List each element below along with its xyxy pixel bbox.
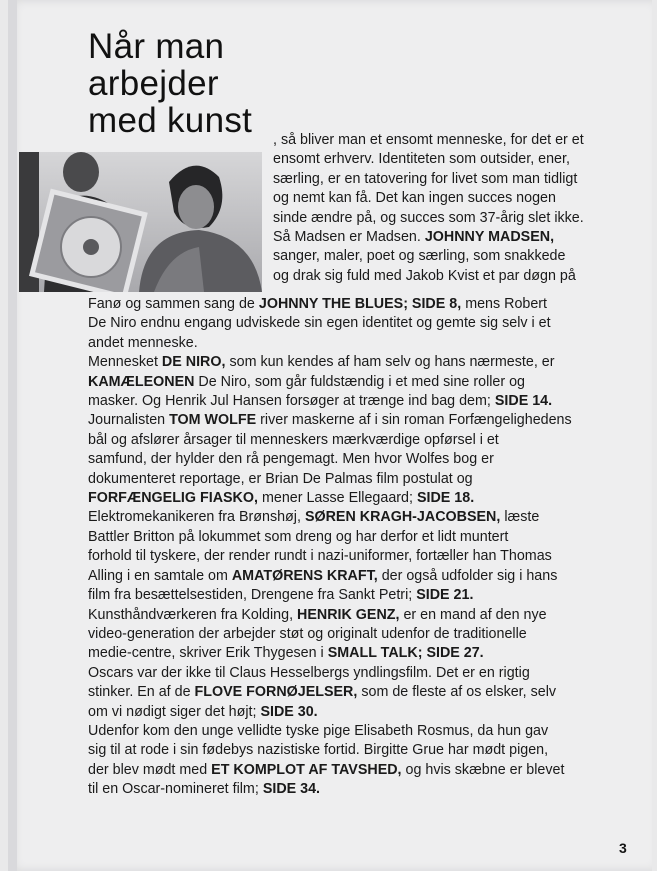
highlight-de-niro: DE NIRO, xyxy=(161,354,226,371)
text-line xyxy=(88,353,572,372)
text-line: særling, er en tatovering for livet som man tidligt xyxy=(273,170,578,187)
headline xyxy=(88,28,252,139)
text-line xyxy=(273,228,584,247)
text-line xyxy=(88,489,572,508)
text-run: Mennesket xyxy=(88,354,158,371)
highlight-henrik-genz: HENRIK GENZ, xyxy=(297,606,400,623)
text-line xyxy=(88,586,572,605)
text-run: mens Robert xyxy=(465,296,548,312)
text-run: som kun kendes af ham selv og hans nærmeste, er xyxy=(229,354,555,371)
highlight-small-talk: SMALL TALK; SIDE 27. xyxy=(327,645,484,662)
text-line: dokumenteret reportage, er Brian De Palmas film postulat og xyxy=(88,470,473,487)
page-number: 3 xyxy=(619,840,627,856)
page-gutter xyxy=(8,0,17,871)
text-run: film fra besættelsestiden, Drengene fra Sankt Petri; xyxy=(88,587,413,604)
text-run: læste xyxy=(504,509,540,526)
text-run: Journalisten xyxy=(88,412,166,429)
text-line: De Niro endnu engang udviskede sin egen identitet og gemte sig selv i et xyxy=(88,315,551,332)
text-run: er en mand af den nye xyxy=(403,606,547,623)
photo-johnny-madsen xyxy=(19,152,262,292)
text-line xyxy=(88,683,572,702)
text-line xyxy=(88,703,572,722)
highlight-tom-wolfe: TOM WOLFE xyxy=(169,412,257,429)
text-line: Oscars var der ikke til Claus Hesselbergs yndlingsfilm. Det er en rigtig xyxy=(88,664,530,681)
text-line: samfund, der hylder den rå pengemagt. Men hvor Wolfes bog er xyxy=(88,451,494,468)
text-run: De Niro, som går fuldstændig i et med sine roller og xyxy=(198,373,526,390)
text-line: Battler Britton på lokummet som dreng og har derfor et lidt muntert xyxy=(88,528,509,545)
text-run: mener Lasse Ellegaard; xyxy=(261,490,413,507)
text-run: og hvis skæbne er blevet xyxy=(405,761,565,778)
text-run: Så Madsen er Madsen. xyxy=(273,229,421,246)
highlight-et-komplot-af-tavshed: ET KOMPLOT AF TAVSHED, xyxy=(211,761,402,778)
text-run: Alling i en samtale om xyxy=(88,567,228,584)
text-run: til en Oscar-nomineret film; xyxy=(88,781,259,798)
text-line: sig til at rode i sin fødebys nazistiske fortid. Birgitte Grue har mødt pigen, xyxy=(88,742,549,759)
text-line: , så bliver man et ensomt menneske, for det er et xyxy=(273,132,584,148)
text-line xyxy=(88,606,572,625)
page-ref-34: SIDE 34. xyxy=(262,781,321,798)
page-ref-30: SIDE 30. xyxy=(260,703,318,720)
text-line: og drak sig fuld med Jakob Kvist et par døgn på xyxy=(273,267,576,284)
intro-text xyxy=(273,131,584,286)
text-line xyxy=(88,373,572,392)
text-line: bål og afslører årsager til menneskers mærkværdige opførsel i et xyxy=(88,431,499,448)
text-run: masker. Og Henrik Jul Hansen forsøger at trænge ind bag dem; xyxy=(88,393,491,410)
text-run: om vi nødigt siger det højt; xyxy=(88,703,257,720)
page-ref-14: SIDE 14. xyxy=(494,393,553,410)
photo-illustration xyxy=(19,152,262,292)
text-line: video-generation der arbejder støt og originalt udenfor de traditionelle xyxy=(88,625,527,642)
headline-line-2: arbejder xyxy=(88,64,219,103)
text-line: og nemt kan få. Det kan ingen succes nogen xyxy=(273,190,556,207)
highlight-flove-fornojelser: FLOVE FORNØJELSER, xyxy=(194,684,358,701)
page-ref-18: SIDE 18. xyxy=(416,490,475,507)
text-line xyxy=(88,567,572,586)
text-run: Kunsthåndværkeren fra Kolding, xyxy=(88,606,294,623)
main-text xyxy=(88,295,572,800)
text-run: der også udfolder sig i hans xyxy=(381,567,558,584)
text-run: medie-centre, skriver Erik Thygesen i xyxy=(88,645,324,662)
text-run: der blev mødt med xyxy=(88,761,208,778)
text-run: Fanø og sammen sang de xyxy=(88,296,255,312)
highlight-soren-kragh-jacobsen: SØREN KRAGH-JACOBSEN, xyxy=(304,509,501,526)
text-run: river maskerne af i sin roman Forfængelighedens xyxy=(260,412,572,429)
text-line: sanger, maler, poet og særling, som snakkede xyxy=(273,248,566,265)
highlight-amatorens-kraft: AMATØRENS KRAFT, xyxy=(231,567,378,584)
text-line xyxy=(88,392,572,411)
highlight-forfaengelig-fiasko: FORFÆNGELIG FIASKO, xyxy=(88,490,258,507)
text-line: andet menneske. xyxy=(88,334,198,351)
headline-line-1: Når man xyxy=(88,27,225,66)
text-run: stinker. En af de xyxy=(88,684,191,701)
text-line xyxy=(88,508,572,527)
highlight-johnny-the-blues: JOHNNY THE BLUES; SIDE 8, xyxy=(258,296,462,312)
highlight-johnny-madsen: JOHNNY MADSEN, xyxy=(424,229,555,246)
text-run: som de fleste af os elsker, selv xyxy=(361,684,557,701)
highlight-kamaeleonen: KAMÆLEONEN xyxy=(88,373,195,390)
text-line xyxy=(88,644,572,663)
headline-line-3: med kunst xyxy=(88,101,253,140)
text-run: Elektromekanikeren fra Brønshøj, xyxy=(88,509,301,526)
text-line: sinde ændre på, og succes som 37-årig slet ikke. xyxy=(273,209,584,226)
text-line xyxy=(88,295,572,314)
text-line: Udenfor kom den unge vellidte tyske pige Elisabeth Rosmus, da hun gav xyxy=(88,722,549,739)
magazine-page xyxy=(8,0,652,871)
text-line xyxy=(88,761,572,780)
text-line: forhold til tyskere, der render rundt i nazi-uniformer, fortæller han Thomas xyxy=(88,548,552,565)
text-line xyxy=(88,780,572,799)
text-line: ensomt erhverv. Identiteten som outsider, ener, xyxy=(273,151,570,168)
page-ref-21: SIDE 21. xyxy=(416,587,474,604)
text-line xyxy=(88,411,572,430)
